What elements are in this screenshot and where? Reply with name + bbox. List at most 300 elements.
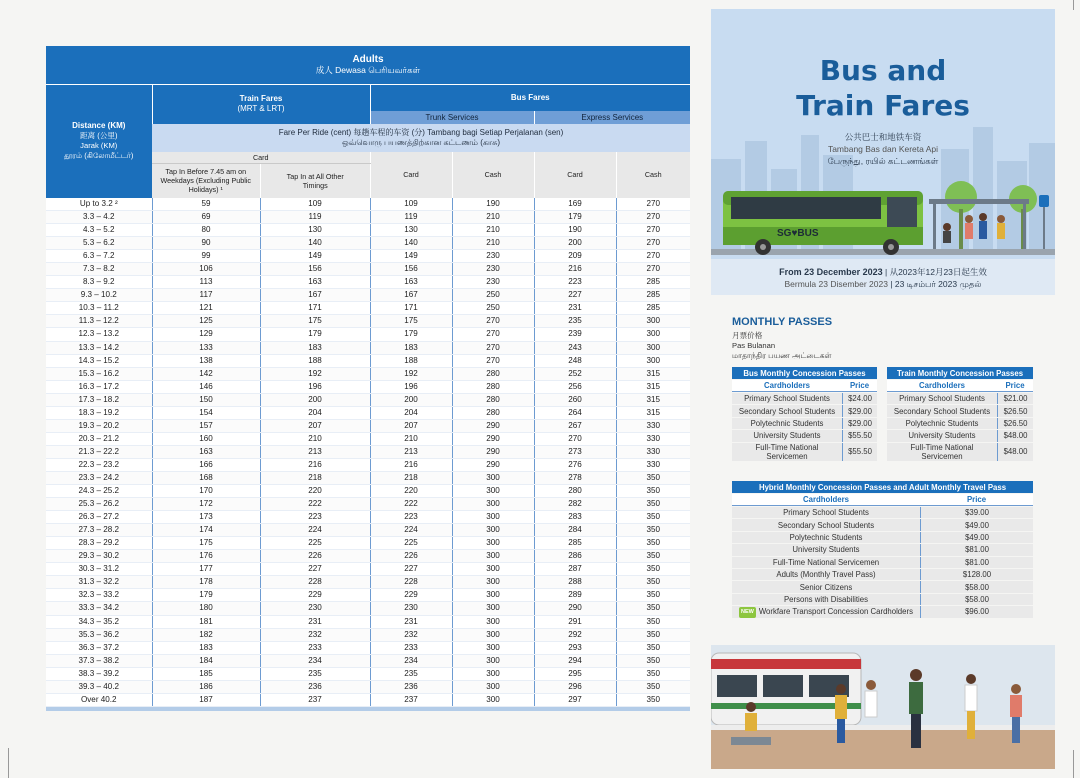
fare-cell-train-other: 222	[260, 498, 370, 511]
fare-cell-express-card: 288	[534, 576, 616, 589]
cardholder-type: Secondary School Students	[732, 519, 920, 530]
train-fares-sublabel: (MRT & LRT)	[237, 104, 285, 114]
fare-cell-express-cash: 315	[616, 406, 690, 419]
fare-cell-distance: 35.3 – 36.2	[46, 628, 152, 641]
fare-cell-express-card: 282	[534, 498, 616, 511]
hybrid-pass-row	[732, 519, 1033, 530]
fare-cell-trunk-card: 220	[370, 485, 452, 498]
fare-cell-express-card: 280	[534, 485, 616, 498]
fare-cell-trunk-cash: 280	[452, 393, 534, 406]
hybrid-pass-col-price: Price	[920, 494, 1033, 506]
fare-cell-express-cash: 350	[616, 654, 690, 667]
fare-cell-express-card: 292	[534, 628, 616, 641]
fare-cell-train-before-745: 185	[152, 667, 260, 680]
fare-cell-express-cash: 285	[616, 302, 690, 315]
fare-cell-express-card: 296	[534, 680, 616, 693]
fare-cell-distance: 30.3 – 31.2	[46, 563, 152, 576]
fare-cell-express-card: 295	[534, 667, 616, 680]
fare-cell-express-cash: 350	[616, 537, 690, 550]
fare-cell-trunk-card: 236	[370, 680, 452, 693]
pass-price: $48.00	[997, 443, 1033, 461]
fare-row	[46, 602, 690, 615]
fare-cell-train-other: 218	[260, 471, 370, 484]
fare-cell-trunk-card: 175	[370, 315, 452, 328]
fare-cell-express-card: 235	[534, 315, 616, 328]
distance-label-zh: 距离 (公里)	[79, 131, 118, 141]
fare-cell-express-card: 276	[534, 458, 616, 471]
cardholder-type: University Students	[887, 430, 997, 441]
cardholder-type: Adults (Monthly Travel Pass)	[732, 569, 920, 580]
pass-price: $26.50	[997, 405, 1033, 416]
fare-cell-express-card: 283	[534, 511, 616, 524]
fare-cell-trunk-cash: 210	[452, 211, 534, 224]
fare-cell-express-card: 287	[534, 563, 616, 576]
fare-cell-train-other: 130	[260, 224, 370, 237]
train-fares-header	[152, 85, 370, 124]
train-station-illustration	[711, 645, 1055, 769]
fare-row	[46, 406, 690, 419]
fare-cell-trunk-card: 171	[370, 302, 452, 315]
fare-cell-train-other: 156	[260, 263, 370, 276]
fare-cell-trunk-cash: 300	[452, 537, 534, 550]
fare-cell-train-other: 235	[260, 667, 370, 680]
fare-cell-distance: 19.3 – 20.2	[46, 419, 152, 432]
bus-pass-row	[732, 430, 877, 441]
fare-cell-trunk-cash: 300	[452, 680, 534, 693]
hero-subtitle-ms: Tambang Bas dan Kereta Api	[827, 144, 939, 154]
fare-cell-train-before-745: 59	[152, 198, 260, 211]
pass-price: $81.00	[920, 544, 1033, 555]
fare-cell-train-before-745: 184	[152, 654, 260, 667]
fare-cell-express-card: 179	[534, 211, 616, 224]
pass-price: $39.00	[920, 507, 1033, 518]
fare-cell-distance: 18.3 – 19.2	[46, 406, 152, 419]
fare-cell-express-cash: 350	[616, 563, 690, 576]
fare-row	[46, 589, 690, 602]
fare-cell-train-before-745: 142	[152, 367, 260, 380]
fare-cell-trunk-card: 230	[370, 602, 452, 615]
fare-per-ride-header	[152, 124, 690, 152]
fare-cell-express-cash: 350	[616, 589, 690, 602]
fare-cell-train-other: 229	[260, 589, 370, 602]
fare-cell-trunk-card: 226	[370, 550, 452, 563]
fare-cell-express-card: 291	[534, 615, 616, 628]
pass-price: $29.00	[842, 405, 877, 416]
fare-cell-express-card: 285	[534, 537, 616, 550]
pass-price: $58.00	[920, 594, 1033, 605]
fare-row	[46, 445, 690, 458]
pass-price: $49.00	[920, 532, 1033, 543]
fare-cell-train-before-745: 186	[152, 680, 260, 693]
adult-fare-table	[46, 46, 690, 711]
fare-cell-express-cash: 350	[616, 524, 690, 537]
table-footer-bar	[46, 706, 690, 711]
fare-row	[46, 198, 690, 211]
fare-cell-express-cash: 350	[616, 471, 690, 484]
fare-cell-trunk-cash: 300	[452, 471, 534, 484]
hero-title-line1: Bus and	[819, 54, 947, 87]
train-card-header: Card	[152, 152, 370, 164]
adults-subtitle: 成人 Dewasa பெரியவர்கள்	[315, 65, 421, 75]
fare-cell-trunk-card: 192	[370, 367, 452, 380]
fare-cell-express-card: 267	[534, 419, 616, 432]
distance-label: Distance (KM)	[72, 121, 126, 131]
fare-cell-express-card: 273	[534, 445, 616, 458]
fare-cell-train-other: 234	[260, 654, 370, 667]
fare-cell-distance: 5.3 – 6.2	[46, 237, 152, 250]
fare-cell-distance: 6.3 – 7.2	[46, 250, 152, 263]
hero-subtitle-zh: 公共巴士和地铁车资	[844, 132, 922, 142]
hero-title-line2: Train Fares	[796, 89, 970, 122]
fare-cell-express-cash: 300	[616, 341, 690, 354]
express-services-header: Express Services	[534, 111, 690, 124]
pass-price: $26.50	[997, 418, 1033, 429]
fare-row	[46, 432, 690, 445]
fare-cell-trunk-cash: 250	[452, 302, 534, 315]
fare-cell-distance: 16.3 – 17.2	[46, 380, 152, 393]
fare-cell-train-other: 207	[260, 419, 370, 432]
fare-cell-distance: 24.3 – 25.2	[46, 485, 152, 498]
hybrid-pass-table	[732, 480, 1033, 619]
fare-cell-trunk-card: 234	[370, 654, 452, 667]
fare-cell-trunk-cash: 300	[452, 589, 534, 602]
fare-cell-trunk-card: 196	[370, 380, 452, 393]
fare-cell-express-card: 270	[534, 432, 616, 445]
cardholder-type: Polytechnic Students	[732, 532, 920, 543]
fare-cell-express-card: 252	[534, 367, 616, 380]
fare-row	[46, 628, 690, 641]
fare-cell-trunk-cash: 290	[452, 432, 534, 445]
fare-cell-distance: 31.3 – 32.2	[46, 576, 152, 589]
monthly-passes-subtitle	[732, 331, 831, 361]
fare-cell-trunk-cash: 280	[452, 367, 534, 380]
fare-cell-trunk-card: 227	[370, 563, 452, 576]
fare-cell-trunk-cash: 300	[452, 511, 534, 524]
fare-cell-trunk-cash: 300	[452, 576, 534, 589]
fare-row	[46, 250, 690, 263]
effective-date: From 23 December 2023 | 从2023年12月23日起生效 Bermula 23 Disember 2023 | 23 டிசம்பர் 2023 முதல்	[779, 267, 987, 289]
cardholder-type: Full-Time National Servicemen	[887, 443, 997, 461]
fare-cell-distance: 4.3 – 5.2	[46, 224, 152, 237]
fare-cell-train-before-745: 138	[152, 354, 260, 367]
bus-fares-header	[370, 85, 690, 111]
fare-cell-train-before-745: 160	[152, 432, 260, 445]
fare-cell-train-before-745: 179	[152, 589, 260, 602]
fare-cell-train-other: 225	[260, 537, 370, 550]
effective-date-ta: 23 டிசம்பர் 2023 முதல்	[894, 279, 982, 289]
bus-pass-title: Bus Monthly Concession Passes	[732, 367, 877, 379]
pass-price: $29.00	[842, 418, 877, 429]
hybrid-pass-title: Hybrid Monthly Concession Passes and Adult Monthly Travel Pass	[732, 481, 1033, 493]
fare-cell-trunk-card: 119	[370, 211, 452, 224]
train-pass-row	[887, 393, 1033, 404]
pass-price: $55.50	[842, 443, 877, 461]
fare-cell-distance: 3.3 – 4.2	[46, 211, 152, 224]
fare-cell-train-before-745: 178	[152, 576, 260, 589]
cardholder-label: Workfare Transport Concession Cardholders	[758, 607, 913, 617]
bus-pass-table	[732, 366, 877, 462]
fare-cell-trunk-cash: 210	[452, 237, 534, 250]
fare-cell-express-cash: 350	[616, 667, 690, 680]
fare-cell-trunk-cash: 290	[452, 419, 534, 432]
fare-cell-distance: 10.3 – 11.2	[46, 302, 152, 315]
fare-cell-trunk-cash: 230	[452, 276, 534, 289]
fare-cell-trunk-card: 228	[370, 576, 452, 589]
hybrid-pass-row	[732, 507, 1033, 518]
fare-row	[46, 693, 690, 706]
fare-row	[46, 524, 690, 537]
fare-cell-trunk-card: 235	[370, 667, 452, 680]
fare-cell-trunk-card: 218	[370, 471, 452, 484]
fare-cell-trunk-card: 213	[370, 445, 452, 458]
cardholder-type: Primary School Students	[732, 507, 920, 518]
fare-cell-train-other: 204	[260, 406, 370, 419]
cardholder-type: Full-Time National Servicemen	[732, 443, 842, 461]
fare-cell-train-before-745: 125	[152, 315, 260, 328]
fare-cell-trunk-cash: 300	[452, 628, 534, 641]
fare-cell-train-other: 192	[260, 367, 370, 380]
fare-cell-train-before-745: 181	[152, 615, 260, 628]
fare-cell-train-before-745: 113	[152, 276, 260, 289]
fare-cell-express-cash: 315	[616, 380, 690, 393]
fare-cell-trunk-cash: 300	[452, 563, 534, 576]
train-fares-label: Train Fares	[239, 94, 283, 104]
fare-cell-distance: Up to 3.2 ²	[46, 198, 152, 211]
fare-cell-trunk-cash: 290	[452, 445, 534, 458]
fare-row	[46, 367, 690, 380]
distance-header	[46, 85, 152, 198]
fare-cell-express-card: 243	[534, 341, 616, 354]
fare-cell-distance: 21.3 – 22.2	[46, 445, 152, 458]
fare-row	[46, 328, 690, 341]
fare-cell-trunk-card: 231	[370, 615, 452, 628]
fare-cell-distance: 27.3 – 28.2	[46, 524, 152, 537]
fare-cell-trunk-card: 204	[370, 406, 452, 419]
fare-row	[46, 419, 690, 432]
fare-cell-train-before-745: 121	[152, 302, 260, 315]
fare-cell-trunk-cash: 300	[452, 550, 534, 563]
fare-row	[46, 537, 690, 550]
fare-cell-express-card: 290	[534, 602, 616, 615]
fare-cell-train-other: 220	[260, 485, 370, 498]
crop-mark-top-right	[1073, 0, 1074, 10]
fare-row	[46, 354, 690, 367]
fare-cell-train-other: 196	[260, 380, 370, 393]
fare-cell-trunk-cash: 270	[452, 341, 534, 354]
fare-cell-distance: 17.3 – 18.2	[46, 393, 152, 406]
fare-cell-distance: 37.3 – 38.2	[46, 654, 152, 667]
fare-per-ride-label: Fare Per Ride (cent) 每趟车程的车资 (分) Tambang bagi Setiap Perjalanan (sen)	[278, 127, 564, 137]
fare-cell-train-before-745: 117	[152, 289, 260, 302]
fare-cell-train-other: 232	[260, 628, 370, 641]
fare-cell-train-other: 175	[260, 315, 370, 328]
fare-cell-train-before-745: 182	[152, 628, 260, 641]
fare-cell-trunk-cash: 290	[452, 458, 534, 471]
hero-title	[711, 53, 1055, 123]
cardholder-type: Secondary School Students	[732, 405, 842, 416]
monthly-passes-subtitle-zh: 月票价格	[732, 331, 763, 340]
fare-cell-express-cash: 315	[616, 393, 690, 406]
fare-cell-distance: 33.3 – 34.2	[46, 602, 152, 615]
fare-cell-express-card: 293	[534, 641, 616, 654]
hybrid-pass-row	[732, 581, 1033, 592]
fare-cell-express-card: 223	[534, 276, 616, 289]
fare-cell-express-cash: 300	[616, 354, 690, 367]
fare-cell-trunk-card: 232	[370, 628, 452, 641]
fare-cell-express-cash: 300	[616, 328, 690, 341]
crop-mark-bottom-right	[1073, 750, 1074, 778]
fare-cell-trunk-cash: 270	[452, 328, 534, 341]
fare-cell-train-other: 236	[260, 680, 370, 693]
fare-cell-express-card: 284	[534, 524, 616, 537]
fare-cell-trunk-cash: 300	[452, 602, 534, 615]
bus-pass-col-price: Price	[842, 380, 877, 392]
pass-price: $96.00	[920, 606, 1033, 617]
fare-cell-trunk-card: 179	[370, 328, 452, 341]
fare-row	[46, 511, 690, 524]
fare-cell-express-card: 200	[534, 237, 616, 250]
fare-cell-express-card: 289	[534, 589, 616, 602]
fare-cell-train-other: 149	[260, 250, 370, 263]
tap-before-header: Tap In Before 7.45 am on Weekdays (Excluding Public Holidays) ¹	[152, 164, 260, 198]
fare-row	[46, 667, 690, 680]
express-card-header: Card	[534, 152, 616, 198]
fare-cell-trunk-card: 223	[370, 511, 452, 524]
cardholder-type: University Students	[732, 430, 842, 441]
bus-fares-label: Bus Fares	[510, 92, 550, 102]
fare-cell-distance: 38.3 – 39.2	[46, 667, 152, 680]
fare-cell-express-cash: 270	[616, 198, 690, 211]
fare-cell-trunk-cash: 280	[452, 380, 534, 393]
cardholder-type	[732, 606, 920, 617]
fare-cell-express-cash: 270	[616, 211, 690, 224]
fare-cell-train-other: 119	[260, 211, 370, 224]
hero-banner	[711, 9, 1055, 295]
fare-cell-trunk-cash: 190	[452, 198, 534, 211]
cardholder-type: Primary School Students	[732, 393, 842, 404]
hybrid-pass-row	[732, 544, 1033, 555]
fare-cell-express-cash: 350	[616, 550, 690, 563]
fare-row	[46, 289, 690, 302]
fare-cell-express-card: 286	[534, 550, 616, 563]
fare-cell-train-other: 163	[260, 276, 370, 289]
pass-price: $21.00	[997, 393, 1033, 404]
fare-cell-express-cash: 350	[616, 641, 690, 654]
fare-cell-train-before-745: 106	[152, 263, 260, 276]
fare-cell-express-cash: 350	[616, 693, 690, 706]
fare-cell-train-before-745: 166	[152, 458, 260, 471]
bus-pass-row	[732, 393, 877, 404]
train-pass-row	[887, 430, 1033, 441]
fare-cell-trunk-card: 163	[370, 276, 452, 289]
fare-cell-trunk-card: 222	[370, 498, 452, 511]
train-pass-row	[887, 405, 1033, 416]
cardholder-type: Full-Time National Servicemen	[732, 557, 920, 568]
fare-cell-trunk-card: 188	[370, 354, 452, 367]
fare-cell-train-other: 230	[260, 602, 370, 615]
fare-row	[46, 471, 690, 484]
bus-pass-row	[732, 405, 877, 416]
hybrid-pass-row	[732, 594, 1033, 605]
fare-cell-express-card: 248	[534, 354, 616, 367]
fare-cell-distance: 8.3 – 9.2	[46, 276, 152, 289]
hybrid-pass-col-holder: Cardholders	[732, 494, 920, 506]
cardholder-type: Polytechnic Students	[887, 418, 997, 429]
fare-cell-train-other: 200	[260, 393, 370, 406]
fare-cell-trunk-cash: 300	[452, 498, 534, 511]
cardholder-type: Senior Citizens	[732, 581, 920, 592]
fare-cell-train-other: 226	[260, 550, 370, 563]
fare-row	[46, 211, 690, 224]
fare-cell-express-cash: 285	[616, 289, 690, 302]
fare-cell-distance: 11.3 – 12.2	[46, 315, 152, 328]
pass-price: $81.00	[920, 557, 1033, 568]
fare-cell-trunk-cash: 300	[452, 641, 534, 654]
fare-cell-trunk-cash: 270	[452, 315, 534, 328]
fare-cell-distance: 34.3 – 35.2	[46, 615, 152, 628]
fare-row	[46, 224, 690, 237]
fare-cell-train-before-745: 99	[152, 250, 260, 263]
fare-cell-trunk-cash: 230	[452, 250, 534, 263]
pass-price: $49.00	[920, 519, 1033, 530]
fare-cell-express-cash: 350	[616, 485, 690, 498]
monthly-passes-subtitle-ms: Pas Bulanan	[732, 341, 776, 350]
fare-cell-train-other: 183	[260, 341, 370, 354]
fare-cell-express-cash: 350	[616, 602, 690, 615]
distance-label-ms: Jarak (KM)	[80, 141, 118, 151]
fare-row	[46, 641, 690, 654]
pass-price: $24.00	[842, 393, 877, 404]
fare-cell-train-other: 224	[260, 524, 370, 537]
hybrid-pass-row	[732, 569, 1033, 580]
fare-cell-train-other: 109	[260, 198, 370, 211]
adults-header	[46, 46, 690, 85]
fare-cell-distance: 7.3 – 8.2	[46, 263, 152, 276]
fare-cell-express-cash: 350	[616, 576, 690, 589]
fare-cell-train-other: 223	[260, 511, 370, 524]
fare-cell-trunk-card: 225	[370, 537, 452, 550]
fare-cell-distance: 13.3 – 14.2	[46, 341, 152, 354]
cardholder-type: Secondary School Students	[887, 405, 997, 416]
fare-cell-train-other: 171	[260, 302, 370, 315]
fare-cell-trunk-cash: 300	[452, 615, 534, 628]
fare-cell-train-before-745: 157	[152, 419, 260, 432]
fare-cell-train-other: 227	[260, 563, 370, 576]
train-pass-row	[887, 418, 1033, 429]
cardholder-type: University Students	[732, 544, 920, 555]
fare-cell-train-before-745: 174	[152, 524, 260, 537]
bus-pass-row	[732, 443, 877, 461]
fare-cell-trunk-card: 233	[370, 641, 452, 654]
fare-row	[46, 341, 690, 354]
hybrid-pass-row	[732, 606, 1033, 617]
fare-cell-distance: Over 40.2	[46, 693, 152, 706]
fare-cell-distance: 29.3 – 30.2	[46, 550, 152, 563]
trunk-services-header: Trunk Services	[370, 111, 534, 124]
fare-cell-trunk-cash: 250	[452, 289, 534, 302]
train-pass-col-holder: Cardholders	[887, 380, 997, 392]
fare-cell-distance: 26.3 – 27.2	[46, 511, 152, 524]
fare-cell-distance: 15.3 – 16.2	[46, 367, 152, 380]
fare-cell-distance: 9.3 – 10.2	[46, 289, 152, 302]
fare-row	[46, 563, 690, 576]
fare-cell-distance: 36.3 – 37.2	[46, 641, 152, 654]
fare-cell-trunk-cash: 270	[452, 354, 534, 367]
pass-price: $48.00	[997, 430, 1033, 441]
fare-cell-express-cash: 330	[616, 445, 690, 458]
train-pass-table	[887, 366, 1033, 462]
fare-cell-trunk-cash: 280	[452, 406, 534, 419]
